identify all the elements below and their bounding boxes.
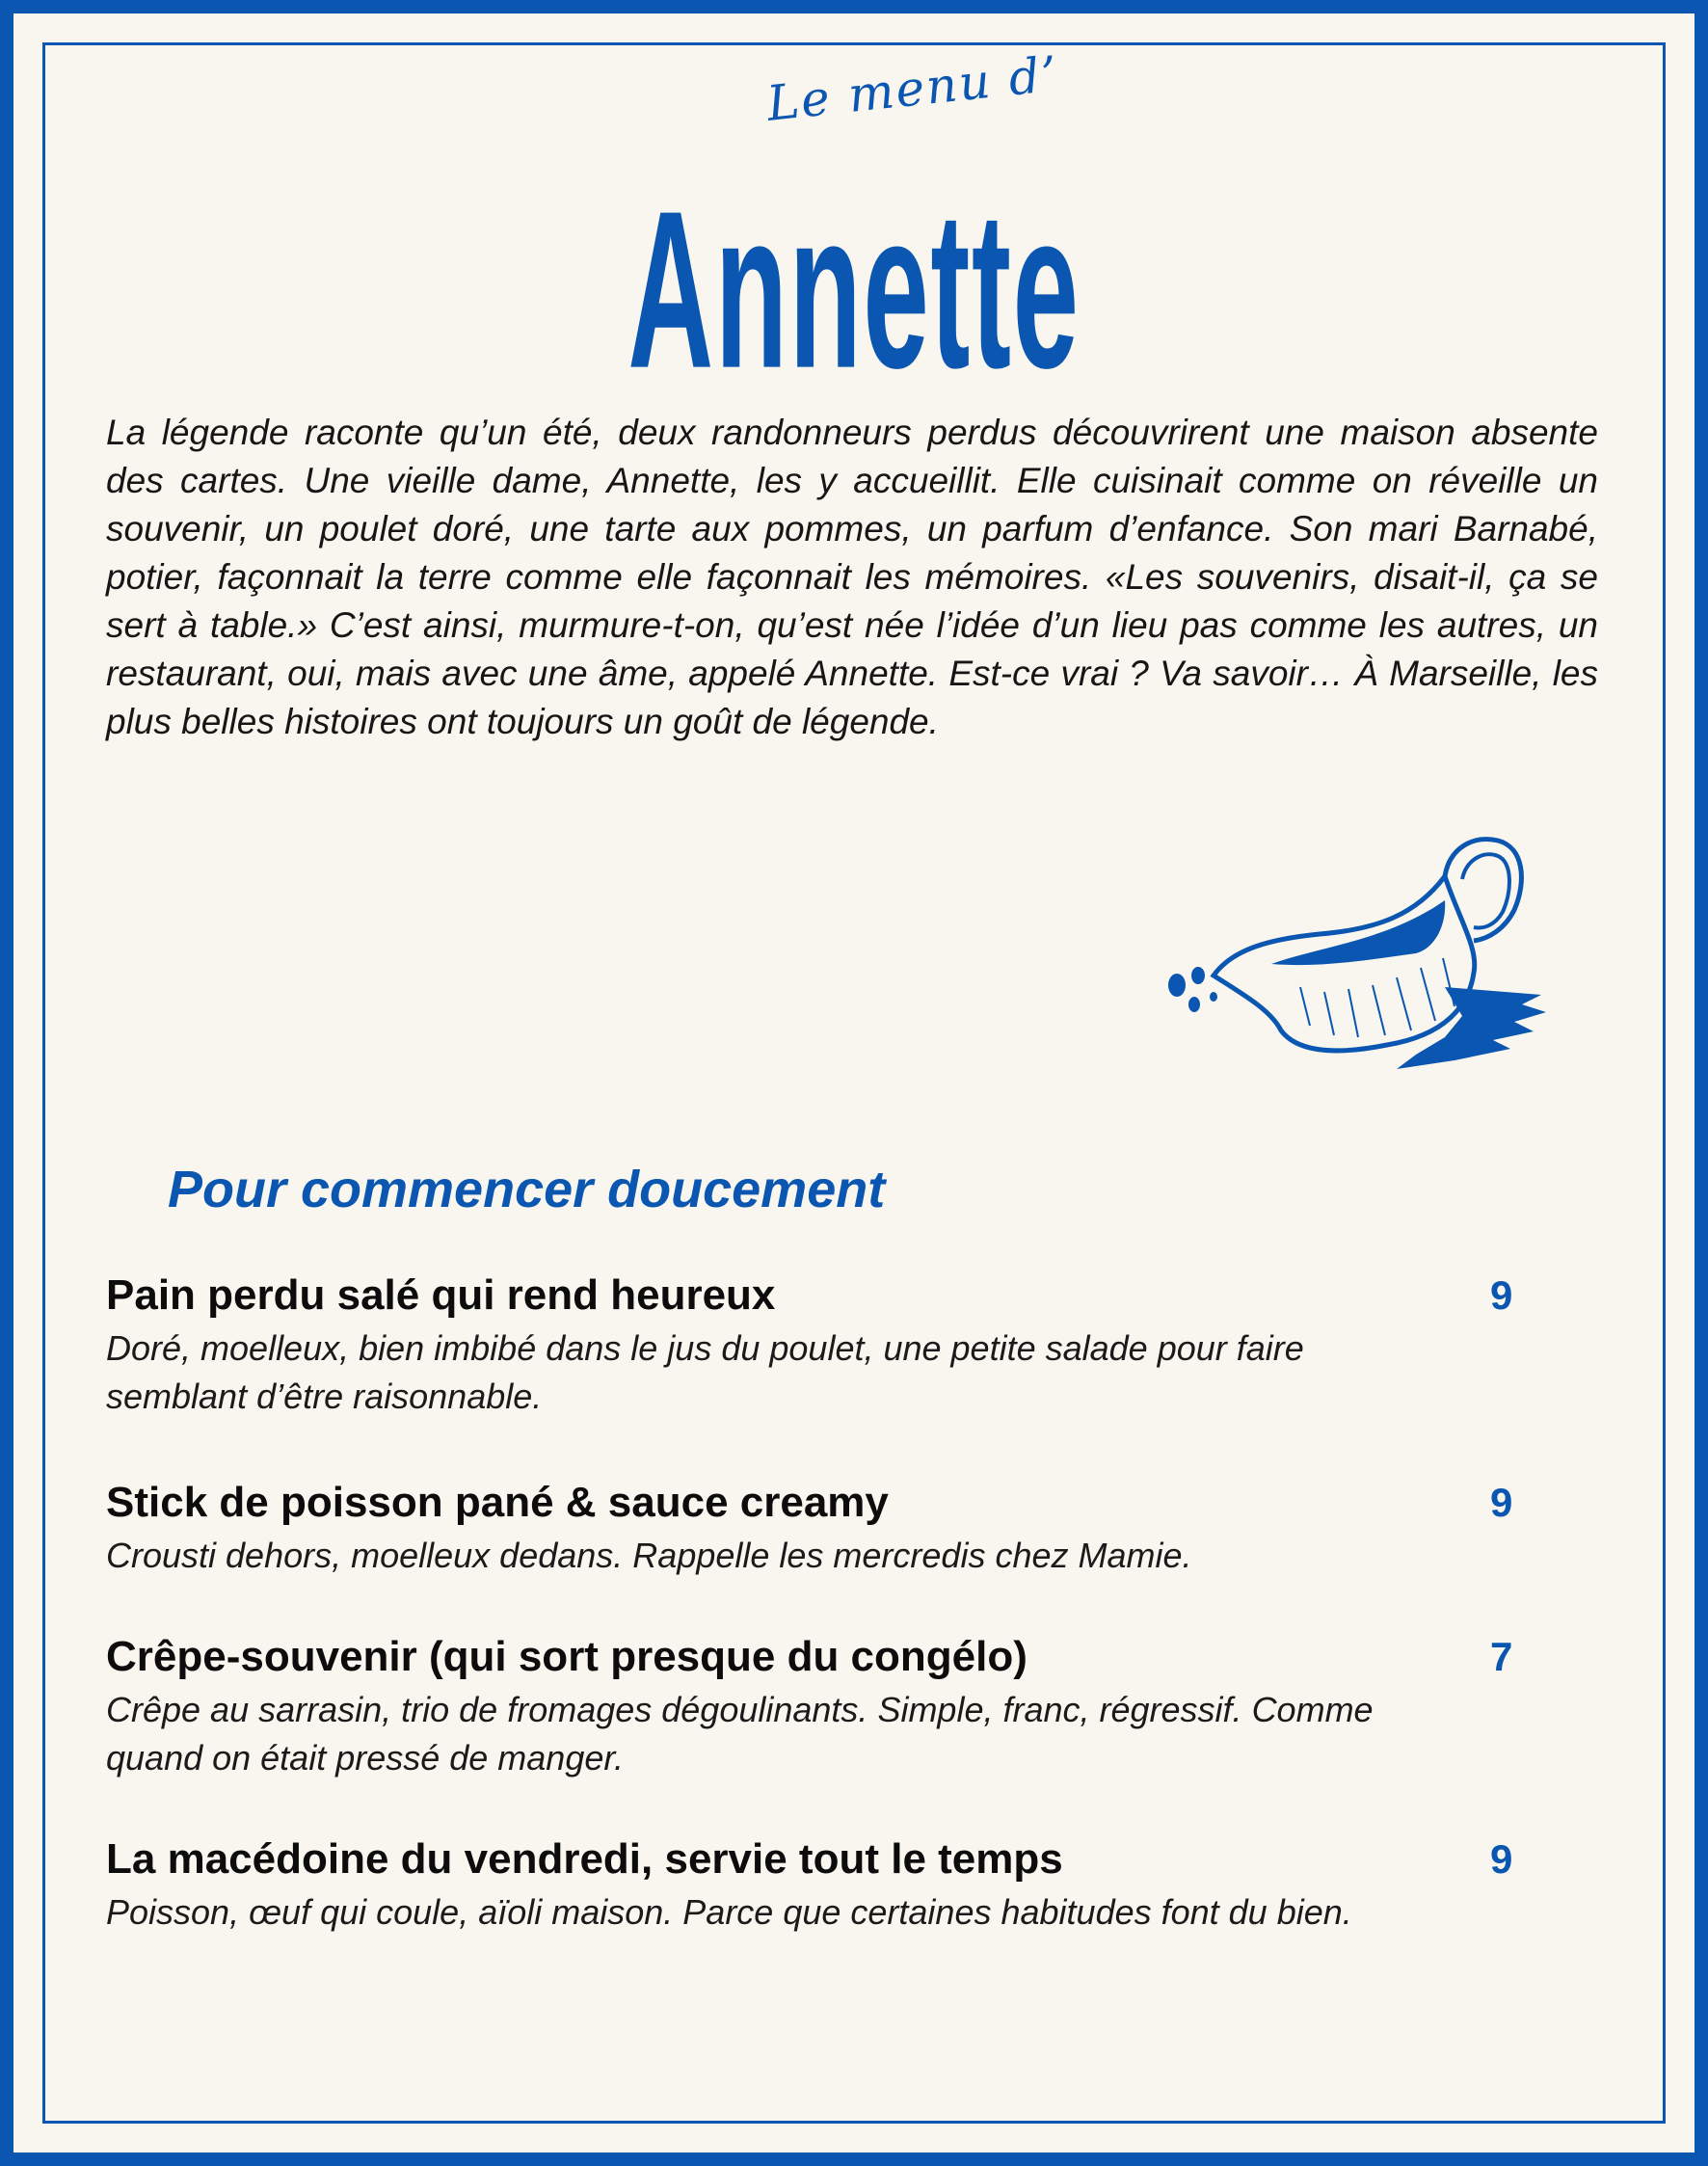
- menu-item: [106, 1628, 1571, 1831]
- item-description: Crousti dehors, moelleux dedans. Rappelle les mercredis chez Mamie.: [106, 1536, 1192, 1575]
- item-description: Doré, moelleux, bien imbibé dans le jus du poulet, une petite salade pour faire semblant d’être raisonnable.: [106, 1328, 1304, 1416]
- restaurant-title: Annette: [627, 163, 1081, 415]
- item-description: Crêpe au sarrasin, trio de fromages dégoulinants. Simple, franc, régressif. Comme quand on était pressé de manger.: [106, 1690, 1374, 1778]
- item-name: La macédoine du vendredi, servie tout le temps: [106, 1835, 1063, 1883]
- item-price: 9: [1490, 1480, 1513, 1525]
- item-price: 9: [1490, 1272, 1513, 1318]
- item-name: Stick de poisson pané & sauce creamy: [106, 1479, 889, 1526]
- menu-item: [106, 1267, 1571, 1474]
- menu-subtitle: Le menu d’: [763, 45, 1062, 132]
- section-title: Pour commencer doucement: [168, 1161, 886, 1218]
- item-price: 7: [1490, 1634, 1513, 1679]
- menu-item: [106, 1474, 1571, 1628]
- item-name: Pain perdu salé qui rend heureux: [106, 1271, 776, 1319]
- menu-list: [106, 1267, 1571, 1937]
- gravy-boat-icon: [1156, 833, 1561, 1079]
- menu-item: [106, 1831, 1571, 1937]
- item-description: Poisson, œuf qui coule, aïoli maison. Parce que certaines habitudes font du bien.: [106, 1892, 1352, 1932]
- item-price: 9: [1490, 1836, 1513, 1882]
- item-name: Crêpe-souvenir (qui sort presque du congélo): [106, 1633, 1027, 1680]
- intro-paragraph: La légende raconte qu’un été, deux randonneurs perdus découvrirent une maison absente des cartes. Une vieille dame, Annette, les y accueillit. Elle cuisinait comme on réveille un souvenir, un poulet doré, une tarte aux pommes, un parfum d’enfance. Son mari Barnabé, potier, façonnait la terre comme elle façonnait les mémoires. «Les souvenirs, disait-il, ça se sert à table.» C’est ainsi, murmure-t-on, qu’est née l’idée d’un lieu pas comme les autres, un restaurant, oui, mais avec une âme, appelé Annette. Est-ce vrai ? Va savoir… À Marseille, les plus belles histoires ont toujours un goût de légende.: [106, 413, 1598, 741]
